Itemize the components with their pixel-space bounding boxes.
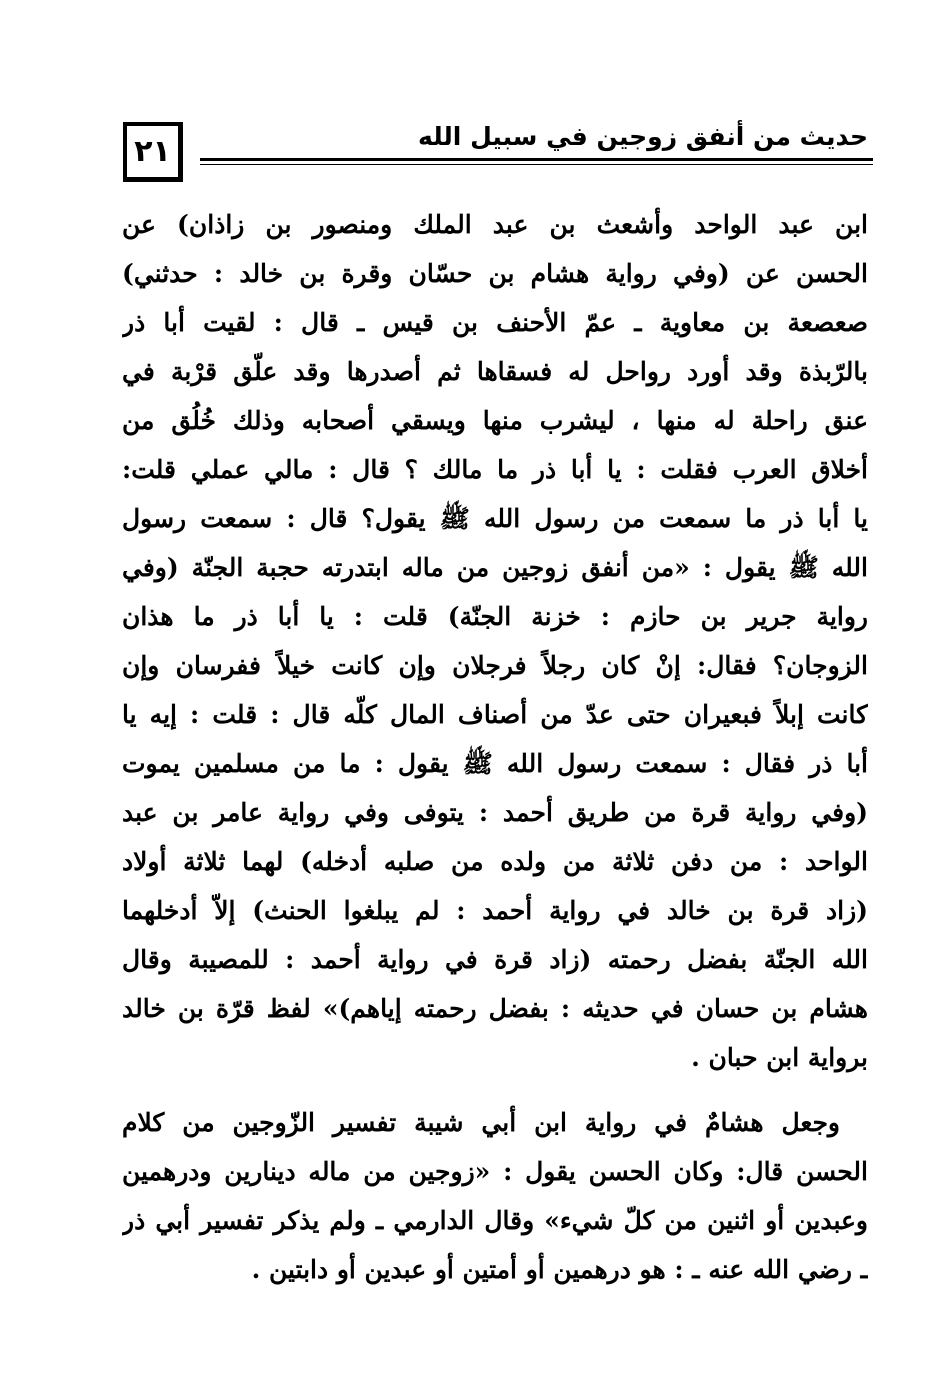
paragraph-gap bbox=[122, 1082, 868, 1098]
text-line: الله ﷺ يقول : «من أنفق زوجين من ماله ابتدرته حجبة الجنّة (وفي bbox=[122, 553, 868, 582]
text-line: رواية جرير بن حازم : خزنة الجنّة) قلت : يا أبا ذر ما هذان bbox=[122, 602, 868, 631]
text-line: كانت إبلاً فبعيران حتى عدّ من أصناف المال كلّه قال : قلت : إيه يا bbox=[122, 700, 868, 729]
text-line: صعصعة بن معاوية ـ عمّ الأحنف بن قيس ـ قال : لقيت أبا ذر bbox=[122, 308, 868, 337]
text-line: الحسن قال: وكان الحسن يقول : «زوجين من ماله دينارين ودرهمين bbox=[122, 1157, 868, 1186]
text-line: وعبدين أو اثنين من كلّ شيء» وقال الدارمي ـ ولم يذكر تفسير أبي ذر bbox=[122, 1206, 868, 1235]
body-text bbox=[122, 200, 868, 1294]
header-title: حديث من أنفق زوجين في سبيل الله bbox=[418, 122, 868, 151]
paragraph-1 bbox=[122, 200, 868, 1082]
text-line: يا أبا ذر ما سمعت من رسول الله ﷺ يقول؟ قال : سمعت رسول bbox=[122, 504, 868, 533]
text-line: عنق راحلة له منها ، ليشرب منها ويسقي أصحابه وذلك خُلُق من bbox=[122, 406, 868, 435]
text-line: الله الجنّة بفضل رحمته (زاد قرة في رواية أحمد : للمصيبة وقال bbox=[122, 945, 868, 974]
text-line: وجعل هشامٌ في رواية ابن أبي شيبة تفسير الزّوجين من كلام bbox=[122, 1108, 840, 1137]
paragraph-2 bbox=[122, 1098, 868, 1294]
header-rule-thin bbox=[200, 164, 873, 165]
text-line: الواحد : من دفن ثلاثة من ولده من صلبه أدخله) لهما ثلاثة أولاد bbox=[122, 847, 868, 876]
text-line: (وفي رواية قرة من طريق أحمد : يتوفى وفي رواية عامر بن عبد bbox=[122, 798, 868, 827]
header-rule bbox=[200, 158, 873, 161]
text-line: برواية ابن حبان . bbox=[691, 1043, 868, 1072]
text-line: الزوجان؟ فقال: إنْ كان رجلاً فرجلان وإن كانت خيلاً ففرسان وإن bbox=[122, 651, 868, 680]
text-line: الحسن عن (وفي رواية هشام بن حسّان وقرة بن خالد : حدثني) bbox=[122, 259, 868, 288]
text-line: أبا ذر فقال : سمعت رسول الله ﷺ يقول : ما من مسلمين يموت bbox=[122, 749, 868, 778]
text-line: ابن عبد الواحد وأشعث بن عبد الملك ومنصور بن زاذان) عن bbox=[122, 210, 868, 239]
text-line: أخلاق العرب فقلت : يا أبا ذر ما مالك ؟ قال : مالي عملي قلت: bbox=[122, 455, 868, 484]
text-line: (زاد قرة بن خالد في رواية أحمد : لم يبلغوا الحنث) إلاّ أدخلهما bbox=[122, 896, 868, 925]
page-number-box: ٢١ bbox=[123, 122, 183, 182]
text-line: هشام بن حسان في حديثه : بفضل رحمته إياهم)» لفظ قرّة بن خالد bbox=[122, 994, 868, 1023]
text-line: ـ رضي الله عنه ـ : هو درهمين أو أمتين أو عبدين أو دابتين . bbox=[251, 1255, 868, 1284]
text-line: بالرّبذة وقد أورد رواحل له فسقاها ثم أصدرها وقد علّق قرْبة في bbox=[122, 357, 868, 386]
